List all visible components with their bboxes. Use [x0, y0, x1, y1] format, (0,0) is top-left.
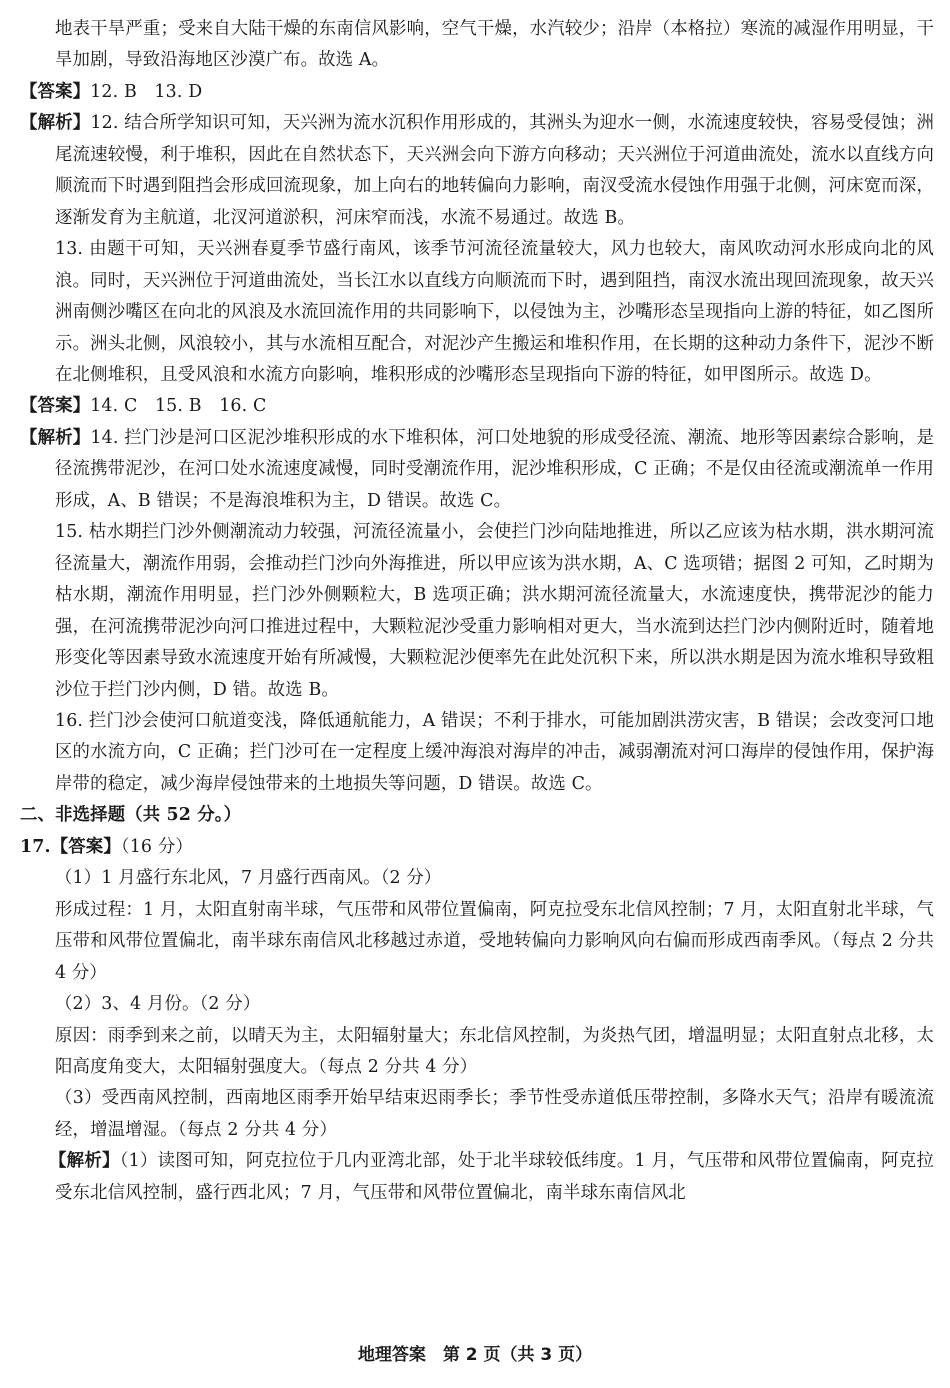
paragraph-text: （16 分）	[120, 836, 193, 857]
paragraph	[20, 1146, 934, 1209]
paragraph	[20, 14, 934, 77]
label-tag: 【答案】	[20, 396, 91, 417]
label-tag: 17.【答案】	[20, 836, 121, 857]
label-tag: 【答案】	[20, 81, 91, 102]
paragraph-text: （2）3、4 月份。（2 分）	[55, 994, 261, 1015]
section-heading	[20, 800, 934, 831]
paragraph	[20, 989, 934, 1020]
label-tag: 【解析】	[49, 1151, 120, 1172]
answer-content	[20, 14, 934, 1209]
paragraph	[20, 1021, 934, 1084]
paragraph	[20, 832, 934, 863]
paragraph	[20, 108, 934, 234]
paragraph	[20, 391, 934, 422]
paragraph-text: 12. B 13. D	[90, 81, 203, 102]
paragraph-text: 15. 枯水期拦门沙外侧潮流动力较强，河流径流量小，会使拦门沙向陆地推进，所以乙应该为枯水期，洪水期河流径流量大，潮流作用弱，会推动拦门沙向外海推进，所以甲应该为洪水期，A、C 选项错；据图 2 可知，乙时期为枯水期，潮流作用明显，拦门沙外侧颗粒大，B 选项正确；洪水期河流径流量大，水流速度快，携带泥沙的能力强，在河流携带泥沙向河口推进过程中，大颗粒泥沙受重力影响相对更大，当水流到达拦门沙内侧附近时，随着地形变化等因素导致水流速度开始有所减慢，大颗粒泥沙便率先在此处沉积下来，所以洪水期是因为流水堆积导致粗沙位于拦门沙内侧，D 错。故选 B。	[55, 522, 934, 700]
paragraph	[20, 1083, 934, 1146]
paragraph-text: 地表干旱严重；受来自大陆干燥的东南信风影响，空气干燥，水汽较少；沿岸（本格拉）寒流的减湿作用明显，干旱加剧，导致沿海地区沙漠广布。故选 A。	[55, 19, 934, 71]
paragraph-text: （1）1 月盛行东北风，7 月盛行西南风。（2 分）	[55, 868, 442, 889]
paragraph	[20, 423, 934, 517]
paragraph-text: 形成过程：1 月，太阳直射南半球，气压带和风带位置偏南，阿克拉受东北信风控制；7 月，太阳直射北半球，气压带和风带位置偏北，南半球东南信风北移越过赤道，受地转偏向力影响风向右偏而形成西南季风。（每点 2 分共 4 分）	[55, 899, 934, 983]
paragraph	[20, 895, 934, 989]
paragraph-text: 二、非选择题（共 52 分。）	[20, 805, 242, 826]
paragraph	[20, 234, 934, 391]
paragraph	[20, 517, 934, 706]
paragraph	[20, 77, 934, 108]
paragraph	[20, 863, 934, 894]
paragraph-text: 14. 拦门沙是河口区泥沙堆积形成的水下堆积体，河口处地貌的形成受径流、潮流、地形等因素综合影响，是径流携带泥沙，在河口处水流速度减慢，同时受潮流作用，泥沙堆积形成，C 正确；不是仅由径流或潮流单一作用形成，A、B 错误；不是海浪堆积为主，D 错误。故选 C。	[55, 427, 934, 511]
page-footer: 地理答案 第 2 页（共 3 页）	[357, 1345, 593, 1365]
paragraph-text: （3）受西南风控制，西南地区雨季开始早结束迟雨季长；季节性受赤道低压带控制，多降水天气；沿岸有暖流流经，增温增湿。（每点 2 分共 4 分）	[55, 1088, 934, 1140]
paragraph-text: 14. C 15. B 16. C	[90, 396, 267, 417]
paragraph	[20, 706, 934, 800]
paragraph-text: 12. 结合所学知识可知，天兴洲为流水沉积作用形成的，其洲头为迎水一侧，水流速度较快，容易受侵蚀；洲尾流速较慢，利于堆积，因此在自然状态下，天兴洲会向下游方向移动；天兴洲位于河道曲流处，流水以直线方向顺流而下时遇到阻挡会形成回流现象，加上向右的地转偏向力影响，南汊受流水侵蚀作用强于北侧，河床宽而深，逐渐发育为主航道，北汊河道淤积，河床窄而浅，水流不易通过。故选 B。	[55, 113, 934, 228]
label-tag: 【解析】	[20, 113, 91, 134]
paragraph-text: （1）读图可知，阿克拉位于几内亚湾北部，处于北半球较低纬度。1 月，气压带和风带位置偏南，阿克拉受东北信风控制，盛行西北风；7 月，气压带和风带位置偏北，南半球东南信风北	[55, 1151, 934, 1203]
label-tag: 【解析】	[20, 427, 91, 448]
paragraph-text: 原因：雨季到来之前，以晴天为主，太阳辐射量大；东北信风控制，为炎热气团，增温明显；太阳直射点北移，太阳高度角变大，太阳辐射强度大。（每点 2 分共 4 分）	[55, 1025, 934, 1077]
paragraph-text: 13. 由题干可知，天兴洲春夏季节盛行南风，该季节河流径流量较大，风力也较大，南风吹动河水形成向北的风浪。同时，天兴洲位于河道曲流处，当长江水以直线方向顺流而下时，遇到阻挡，南汊水流出现回流现象，故天兴洲南侧沙嘴区在向北的风浪及水流回流作用的共同影响下，以侵蚀为主，沙嘴形态呈现指向上游的特征，如乙图所示。洲头北侧，风浪较小，其与水流相互配合，对泥沙产生搬运和堆积作用，在长期的这种动力条件下，泥沙不断在北侧堆积，且受风浪和水流方向影响，堆积形成的沙嘴形态呈现指向下游的特征，如甲图所示。故选 D。	[55, 239, 934, 385]
paragraph-text: 16. 拦门沙会使河口航道变浅，降低通航能力，A 错误；不利于排水，可能加剧洪涝灾害，B 错误；会改变河口地区的水流方向，C 正确；拦门沙可在一定程度上缓冲海浪对海岸的冲击，减弱潮流对河口海岸的侵蚀作用，保护海岸带的稳定，减少海岸侵蚀带来的土地损失等问题，D 错误。故选 C。	[55, 710, 934, 794]
